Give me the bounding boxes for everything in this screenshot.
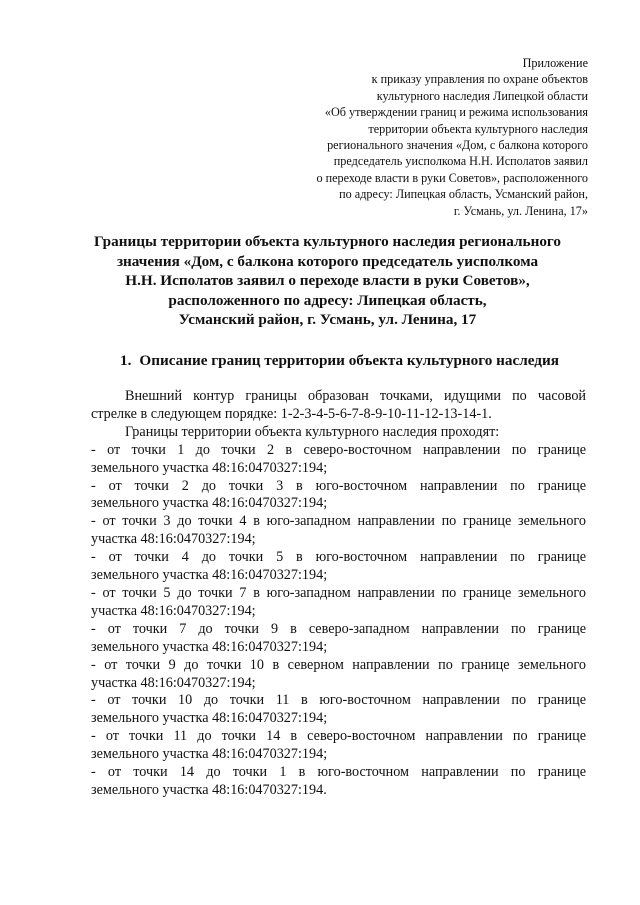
appendix-line: о переходе власти в руки Советов», расположенного bbox=[316, 170, 588, 185]
document-body bbox=[91, 388, 586, 800]
appendix-line: г. Усмань, ул. Ленина, 17» bbox=[453, 203, 588, 218]
body-line: земельного участка 48:16:0470327:194; bbox=[91, 710, 328, 727]
body-line: земельного участка 48:16:0470327:194; bbox=[91, 495, 328, 512]
appendix-header bbox=[258, 55, 588, 219]
body-line: земельного участка 48:16:0470327:194; bbox=[91, 459, 328, 476]
body-line: - от точки 9 до точки 10 в северном направлении по границе земельного bbox=[91, 656, 586, 673]
appendix-line: к приказу управления по охране объектов bbox=[371, 72, 588, 87]
appendix-line: «Об утверждении границ и режима использования bbox=[324, 105, 588, 120]
body-line: - от точки 11 до точки 14 в северо-восточном направлении по границе bbox=[91, 728, 586, 745]
appendix-line: культурного наследия Липецкой области bbox=[376, 88, 588, 103]
body-line: - от точки 2 до точки 3 в юго-восточном направлении по границе bbox=[91, 477, 586, 494]
body-line: земельного участка 48:16:0470327:194; bbox=[91, 746, 328, 763]
body-line: земельного участка 48:16:0470327:194. bbox=[91, 781, 327, 798]
body-line: Границы территории объекта культурного наследия проходят: bbox=[125, 423, 500, 440]
title-line: Усманский район, г. Усмань, ул. Ленина, 17 bbox=[178, 311, 477, 329]
appendix-line: по адресу: Липецкая область, Усманский район, bbox=[339, 187, 588, 202]
title-line: Границы территории объекта культурного наследия регионального bbox=[93, 233, 562, 250]
title-line: расположенного по адресу: Липецкая область, bbox=[168, 291, 487, 309]
body-line: - от точки 3 до точки 4 в юго-западном направлении по границе земельного bbox=[91, 513, 586, 530]
appendix-line: территории объекта культурного наследия bbox=[368, 121, 588, 136]
body-line: Внешний контур границы образован точками, идущими по часовой bbox=[125, 388, 586, 404]
body-line: - от точки 7 до точки 9 в северо-западном направлении по границе bbox=[91, 620, 586, 637]
body-line: участка 48:16:0470327:194; bbox=[91, 531, 256, 548]
body-line: участка 48:16:0470327:194; bbox=[91, 602, 256, 619]
document-title bbox=[70, 232, 585, 330]
body-line: - от точки 5 до точки 7 в юго-западном направлении по границе земельного bbox=[91, 584, 586, 601]
body-line: земельного участка 48:16:0470327:194; bbox=[91, 567, 328, 584]
section-heading-text: Описание границ территории объекта культурного наследия bbox=[139, 352, 559, 369]
body-line: земельного участка 48:16:0470327:194; bbox=[91, 638, 328, 655]
body-line: - от точки 4 до точки 5 в юго-восточном направлении по границе bbox=[91, 549, 586, 566]
title-line: значения «Дом, с балкона которого председатель уисполкома bbox=[116, 252, 539, 270]
body-line: - от точки 14 до точки 1 в юго-восточном направлении по границе bbox=[91, 764, 586, 781]
body-line: - от точки 10 до точки 11 в юго-восточном направлении по границе bbox=[91, 692, 586, 709]
section-heading bbox=[120, 352, 559, 370]
body-line: участка 48:16:0470327:194; bbox=[91, 674, 256, 691]
appendix-line: Приложение bbox=[522, 56, 588, 70]
section-number: 1. bbox=[120, 352, 132, 369]
body-line: стрелке в следующем порядке: 1-2-3-4-5-6-7-8-9-10-11-12-13-14-1. bbox=[91, 405, 492, 422]
appendix-line: регионального значения «Дом, с балкона которого bbox=[327, 138, 588, 153]
title-line: Н.Н. Исполатов заявил о переходе власти в руки Советов», bbox=[125, 272, 530, 290]
body-line: - от точки 1 до точки 2 в северо-восточном направлении по границе bbox=[91, 441, 586, 458]
appendix-line: председатель уисполкома Н.Н. Исполатов заявил bbox=[333, 154, 588, 169]
